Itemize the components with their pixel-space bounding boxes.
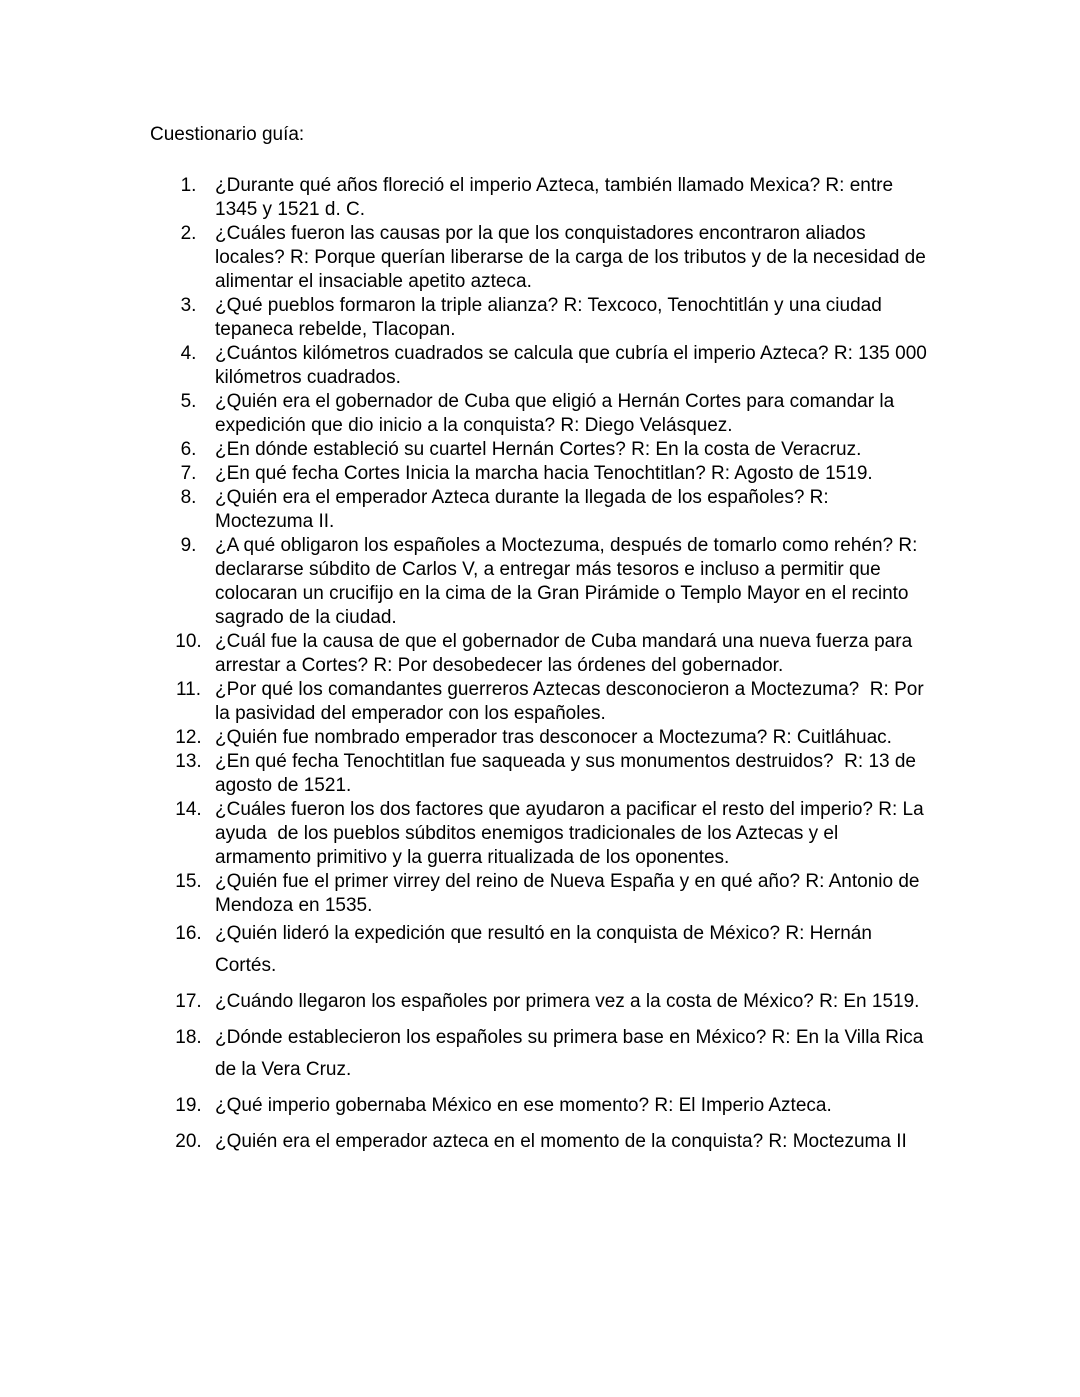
question-number: 14. [175,799,202,820]
question-number: 9. [180,535,197,556]
question-item [167,678,937,726]
question-item [167,1090,937,1122]
question-number: 13. [175,751,202,772]
question-number: 17. [175,991,202,1012]
question-text: ¿Cuál fue la causa de que el gobernador de Cuba mandará una nueva fuerza para arrestar a Cortes? R: Por desobedecer las órdenes del gobernador. [215,631,918,676]
question-item [167,1022,937,1086]
question-text: ¿Cuántos kilómetros cuadrados se calcula que cubría el imperio Azteca? R: 135 000 kilómetros cuadrados. [215,343,933,388]
question-text: ¿Qué pueblos formaron la triple alianza? R: Texcoco, Tenochtitlán y una ciudad tepaneca rebelde, Tlacopan. [215,295,888,340]
question-text: ¿En dónde estableció su cuartel Hernán Cortes? R: En la costa de Veracruz. [215,439,862,460]
question-text: ¿Quién fue el primer virrey del reino de Nueva España y en qué año? R: Antonio de Mendoza en 1535. [215,871,925,916]
question-number: 4. [180,343,197,364]
question-number: 6. [180,439,197,460]
question-number: 15. [175,871,202,892]
question-item [167,986,937,1018]
question-number: 19. [175,1095,202,1116]
document-title: Cuestionario guía: [150,124,305,145]
question-number: 7. [180,463,197,484]
question-text: ¿Cuáles fueron las causas por la que los conquistadores encontraron aliados locales? R: Porque querían liberarse de la carga de los tributos y de la necesidad de alimentar el insaciable apetito azteca. [215,223,932,292]
question-item [167,294,937,342]
question-text: ¿En qué fecha Tenochtitlan fue saqueada y sus monumentos destruidos? R: 13 de agosto de 1521. [215,751,922,796]
question-number: 20. [175,1131,202,1152]
question-item [167,438,937,462]
question-number: 16. [175,923,202,944]
question-list [167,174,937,1158]
question-text: ¿Quién era el emperador azteca en el momento de la conquista? R: Moctezuma II [215,1131,907,1152]
question-text: ¿A qué obligaron los españoles a Moctezuma, después de tomarlo como rehén? R: declararse súbdito de Carlos V, a entregar más tesoros e incluso a permitir que colocaran un crucifijo en la cima de la Gran Pirámide o Templo Mayor en el recinto sagrado de la ciudad. [215,535,923,628]
question-text: ¿Quién era el gobernador de Cuba que eligió a Hernán Cortes para comandar la expedición que dio inicio a la conquista? R: Diego Velásquez. [215,391,900,436]
question-text: ¿Qué imperio gobernaba México en ese momento? R: El Imperio Azteca. [215,1095,832,1116]
question-text: ¿En qué fecha Cortes Inicia la marcha hacia Tenochtitlan? R: Agosto de 1519. [215,463,873,484]
question-item [167,1126,937,1158]
question-text: ¿Durante qué años floreció el imperio Azteca, también llamado Mexica? R: entre 1345 y 1521 d. C. [215,175,899,220]
question-item [167,342,937,390]
question-item [167,798,937,870]
question-text: ¿Por qué los comandantes guerreros Aztecas desconocieron a Moctezuma? R: Por la pasividad del emperador con los españoles. [215,679,929,724]
question-number: 11. [175,679,201,700]
question-number: 18. [175,1027,202,1048]
question-item [167,918,937,982]
question-item [167,174,937,222]
question-number: 8. [180,487,197,508]
question-number: 10. [175,631,202,652]
question-number: 12. [175,727,202,748]
question-text: ¿Dónde establecieron los españoles su primera base en México? R: En la Villa Rica de la Vera Cruz. [215,1027,929,1080]
question-item [167,630,937,678]
question-number: 5. [180,391,197,412]
question-text: ¿Quién era el emperador Azteca durante la llegada de los españoles? R: Moctezuma II. [215,487,834,532]
question-text: ¿Quién fue nombrado emperador tras desconocer a Moctezuma? R: Cuitláhuac. [215,727,892,748]
question-number: 3. [180,295,197,316]
question-text: ¿Cuáles fueron los dos factores que ayudaron a pacificar el resto del imperio? R: La ayuda de los pueblos súbditos enemigos tradicionales de los Aztecas y el armamento primitivo y la guerra ritualizada de los oponentes. [215,799,929,868]
question-item [167,486,937,534]
question-number: 2. [180,223,197,244]
question-item [167,750,937,798]
question-number: 1. [180,175,197,196]
question-text: ¿Cuándo llegaron los españoles por primera vez a la costa de México? R: En 1519. [215,991,920,1012]
question-item [167,534,937,630]
question-item [167,222,937,294]
question-item [167,462,937,486]
question-item [167,390,937,438]
question-text: ¿Quién lideró la expedición que resultó en la conquista de México? R: Hernán Cortés. [215,923,878,976]
question-item [167,870,937,918]
question-item [167,726,937,750]
